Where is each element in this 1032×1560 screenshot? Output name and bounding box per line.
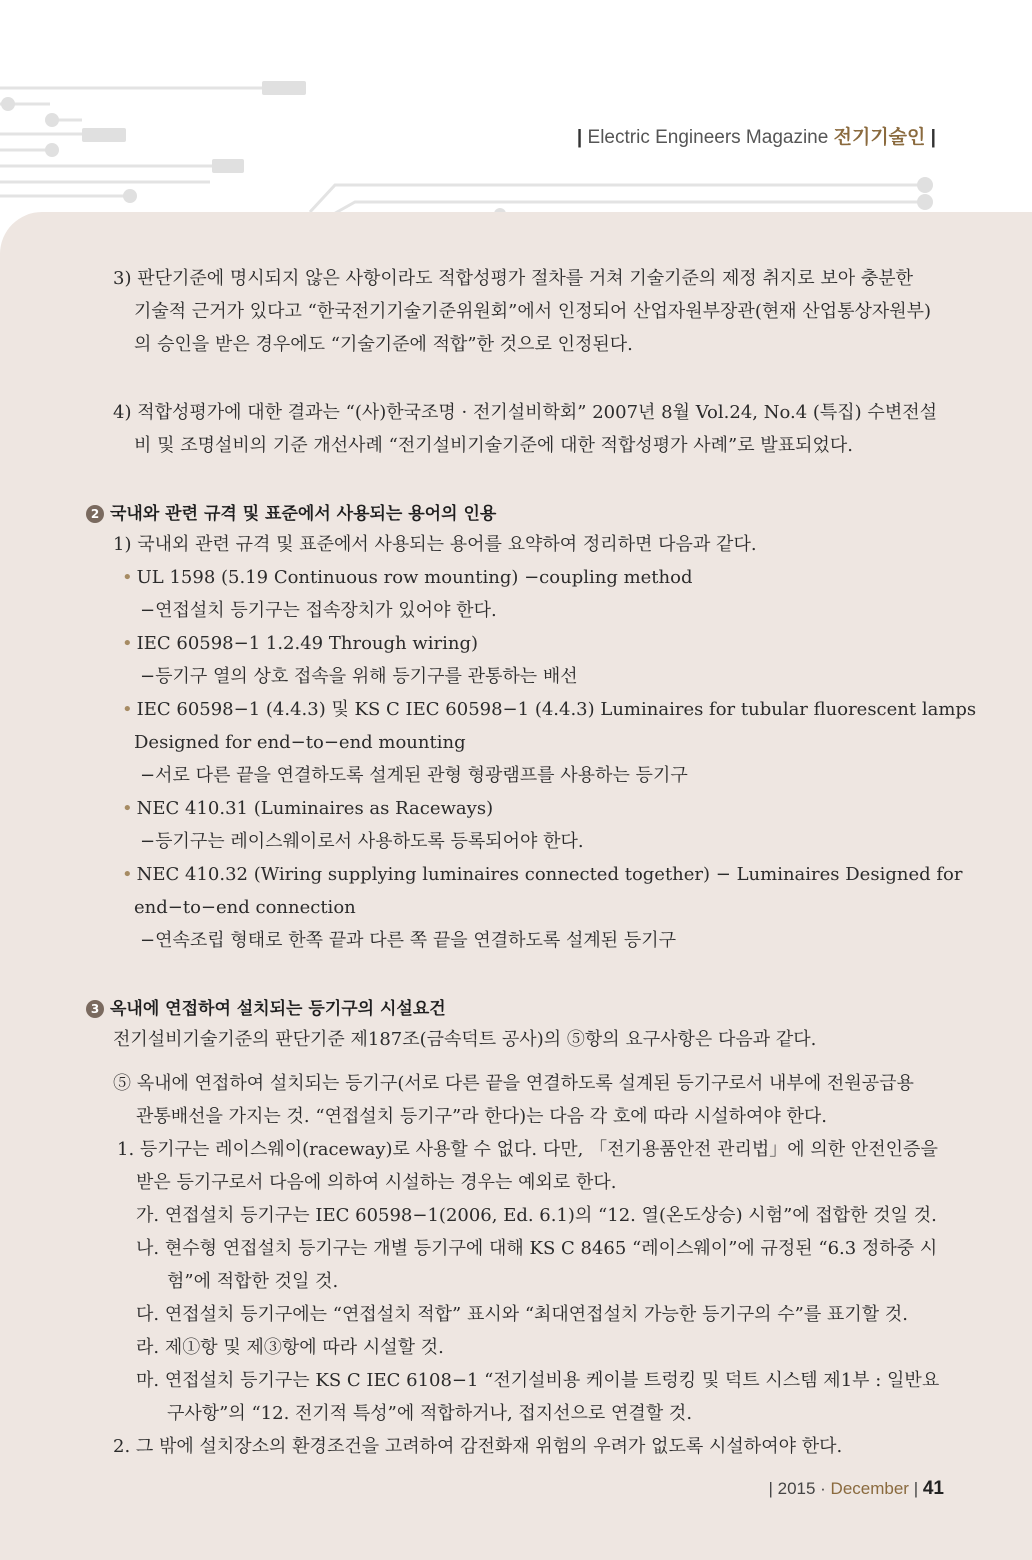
header-bar-right: |	[930, 127, 936, 148]
magazine-title-en: Electric Engineers Magazine	[587, 127, 829, 148]
sub-item-na-line-2: 험”에 적합한 것일 것.	[167, 1271, 339, 1292]
bullet-item-3-text: IEC 60598−1 (4.4.3) 및 KS C IEC 60598−1 (4.4.3) Luminaires for tubular fluorescent lamps	[136, 699, 977, 720]
item-2: 2. 그 밖에 설치장소의 환경조건을 고려하여 감전화재 위험의 우려가 없도록 시설하여야 한다.	[113, 1436, 843, 1457]
sub-item-ra: 라. 제①항 및 제③항에 따라 시설할 것.	[136, 1337, 444, 1358]
bullet-item-3-text-cont: Designed for end−to−end mounting	[134, 732, 466, 753]
item-1-line-1: 1. 등기구는 레이스웨이(raceway)로 사용할 수 없다. 다만, 「전기용품안전 관리법」에 의한 안전인증을	[117, 1139, 938, 1160]
paragraph-4-line-1: 4) 적합성평가에 대한 결과는 “(사)한국조명 · 전기설비학회” 2007년 8월 Vol.24, No.4 (특집) 수변전설	[113, 402, 937, 423]
bullet-dot: •	[122, 567, 133, 588]
paragraph-3-line-1: 3) 판단기준에 명시되지 않은 사항이라도 적합성평가 절차를 거쳐 기술기준의 제정 취지로 보아 충분한	[113, 268, 914, 289]
footer-month: December	[830, 1479, 909, 1498]
sub-item-ma-line-2: 구사항”의 “12. 전기적 특성”에 적합하거나, 접지선으로 연결할 것.	[167, 1403, 693, 1424]
sub-item-ga: 가. 연접설치 등기구는 IEC 60598−1(2006, Ed. 6.1)의 “12. 열(온도상승) 시험”에 접합한 것일 것.	[136, 1205, 937, 1226]
bullet-item-5	[122, 858, 962, 891]
magazine-header	[577, 122, 936, 149]
bullet-item-5-text-cont: end−to−end connection	[134, 897, 356, 918]
circuit-decoration	[0, 0, 1032, 230]
clause-5-line-2: 관통배선을 가지는 것. “연접설치 등기구”라 한다)는 다음 각 호에 따라 시설하여야 한다.	[136, 1106, 827, 1127]
magazine-title-kr: 전기기술인	[833, 127, 926, 148]
bullet-item-2-text: IEC 60598−1 1.2.49 Through wiring)	[136, 633, 478, 654]
section-3-title: 옥내에 연접하여 설치되는 등기구의 시설요건	[110, 999, 446, 1019]
bullet-dot: •	[122, 699, 133, 720]
footer-bar-left: |	[768, 1479, 773, 1498]
bullet-item-5-desc: −연속조립 형태로 한쪽 끝과 다른 쪽 끝을 연결하도록 설계된 등기구	[140, 930, 677, 951]
bullet-dot: •	[122, 864, 133, 885]
bullet-item-1-text: UL 1598 (5.19 Continuous row mounting) −coupling method	[136, 567, 693, 588]
bullet-item-5-text: NEC 410.32 (Wiring supplying luminaires connected together) − Luminaires Designed for	[136, 864, 963, 885]
paragraph-3-line-2: 기술적 근거가 있다고 “한국전기기술기준위원회”에서 인정되어 산업자원부장관(현재 산업통상자원부)	[134, 301, 932, 322]
sub-item-na-line-1: 나. 현수형 연접설치 등기구는 개별 등기구에 대해 KS C 8465 “레이스웨이”에 규정된 “6.3 정하중 시	[136, 1238, 938, 1259]
bullet-item-3-desc: −서로 다른 끝을 연결하도록 설계된 관형 형광램프를 사용하는 등기구	[140, 765, 688, 786]
paragraph-4-line-2: 비 및 조명설비의 기준 개선사례 “전기설비기술기준에 대한 적합성평가 사례”로 발표되었다.	[134, 435, 853, 456]
section-2-badge: 2	[86, 505, 104, 523]
bullet-item-2	[122, 627, 478, 660]
bullet-item-4-text: NEC 410.31 (Luminaires as Raceways)	[136, 798, 494, 819]
section-2-title: 국내와 관련 규격 및 표준에서 사용되는 용어의 인용	[110, 504, 497, 524]
section-3-badge: 3	[86, 1000, 104, 1018]
bullet-item-2-desc: −등기구 열의 상호 접속을 위해 등기구를 관통하는 배선	[140, 666, 578, 687]
section-3-heading	[86, 994, 446, 1019]
bullet-dot: •	[122, 798, 133, 819]
footer-year: 2015	[777, 1479, 816, 1498]
page-footer	[768, 1478, 944, 1500]
footer-separator: ·	[815, 1479, 831, 1498]
footer-bar-right: |	[913, 1479, 919, 1498]
bullet-item-1	[122, 561, 692, 594]
section-2-intro: 1) 국내외 관련 규격 및 표준에서 사용되는 용어를 요약하여 정리하면 다음과 같다.	[113, 534, 757, 555]
bullet-dot: •	[122, 633, 133, 654]
header-bar-left: |	[576, 127, 583, 148]
section-3-intro: 전기설비기술기준의 판단기준 제187조(금속덕트 공사)의 ⑤항의 요구사항은 다음과 같다.	[113, 1029, 817, 1050]
paragraph-3-line-3: 의 승인을 받은 경우에도 “기술기준에 적합”한 것으로 인정된다.	[134, 334, 633, 355]
item-1-line-2: 받은 등기구로서 다음에 의하여 시설하는 경우는 예외로 한다.	[136, 1172, 617, 1193]
sub-item-da: 다. 연접설치 등기구에는 “연접설치 적합” 표시와 “최대연접설치 가능한 등기구의 수”를 표기할 것.	[136, 1304, 908, 1325]
clause-5-line-1: ⑤ 옥내에 연접하여 설치되는 등기구(서로 다른 끝을 연결하도록 설계된 등기구로서 내부에 전원공급용	[113, 1073, 914, 1094]
section-2-heading	[86, 499, 496, 524]
bullet-item-1-desc: −연접설치 등기구는 접속장치가 있어야 한다.	[140, 600, 497, 621]
bullet-item-4	[122, 792, 493, 825]
bullet-item-3	[122, 693, 976, 726]
page-number: 41	[922, 1478, 944, 1499]
sub-item-ma-line-1: 마. 연접설치 등기구는 KS C IEC 6108−1 “전기설비용 케이블 트렁킹 및 덕트 시스템 제1부 : 일반요	[136, 1370, 940, 1391]
bullet-item-4-desc: −등기구는 레이스웨이로서 사용하도록 등록되어야 한다.	[140, 831, 584, 852]
